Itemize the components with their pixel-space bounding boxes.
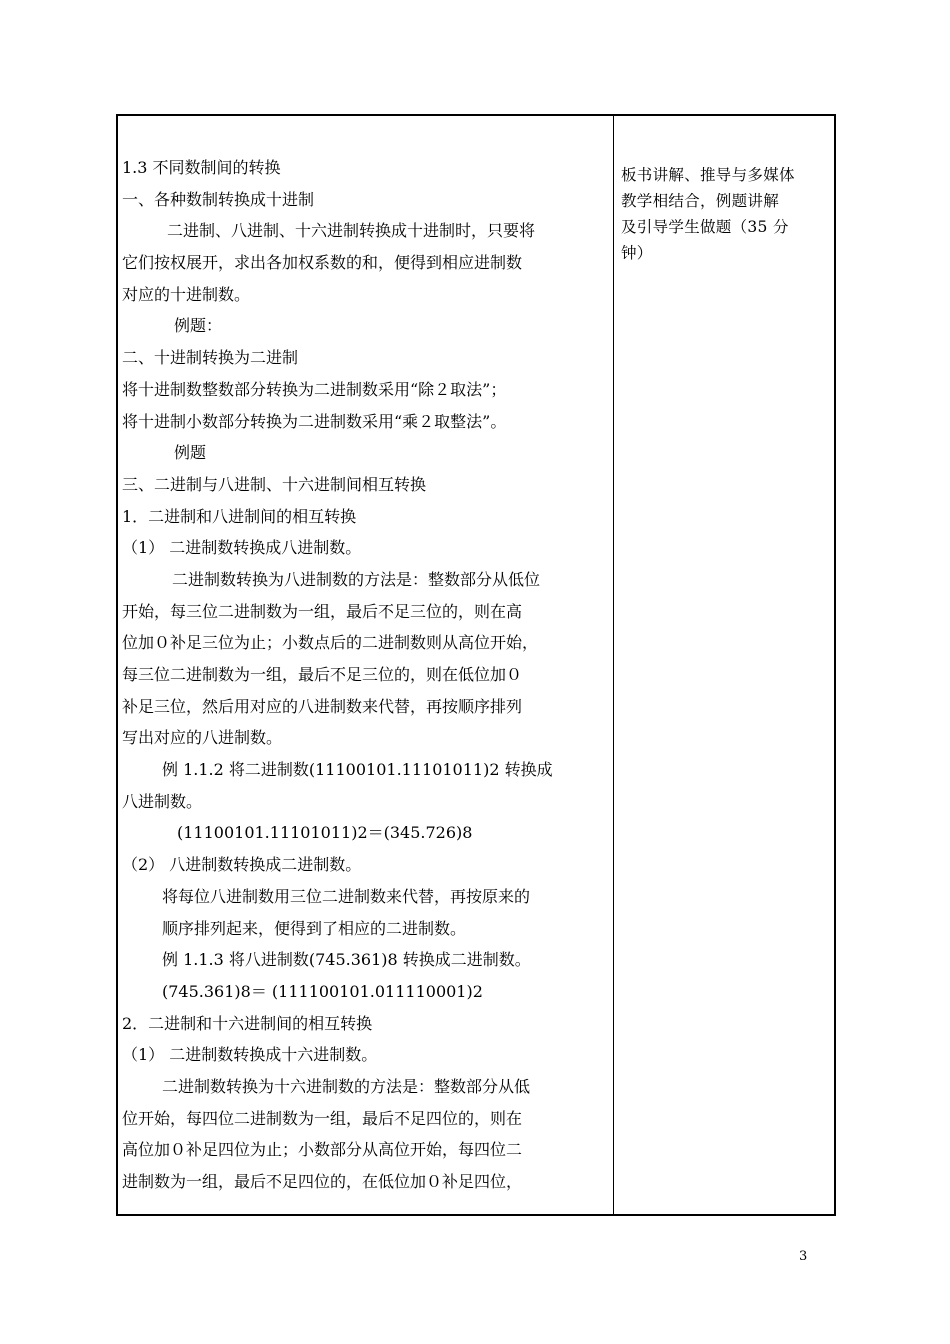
subheading: （1） 二进制数转换成八进制数。 bbox=[122, 538, 362, 558]
paragraph-line: 它们按权展开，求出各加权系数的和，便得到相应进制数 bbox=[122, 253, 523, 273]
paragraph-line: 位开始，每四位二进制数为一组，最后不足四位的，则在 bbox=[122, 1108, 523, 1128]
paragraph-line: 将十进制小数部分转换为二进制数采用“乘２取整法”。 bbox=[122, 411, 507, 431]
formula-line: (745.361)8＝ (111100101.011110001)2 bbox=[162, 981, 483, 1001]
method-line: 教学相结合，例题讲解 bbox=[621, 192, 780, 210]
paragraph-line: 开始，每三位二进制数为一组，最后不足三位的，则在高 bbox=[122, 601, 523, 621]
example-line: 八进制数。 bbox=[122, 791, 203, 811]
heading-2: 二、十进制转换为二进制 bbox=[122, 348, 299, 368]
example-line: 例 1.1.2 将二进制数(11100101.11101011)2 转换成 bbox=[162, 760, 553, 780]
subheading: （2） 八进制数转换成二进制数。 bbox=[122, 855, 362, 875]
heading-1: 一、各种数制转换成十进制 bbox=[122, 189, 315, 209]
paragraph-line: 对应的十进制数。 bbox=[122, 284, 251, 304]
subheading: （1） 二进制数转换成十六进制数。 bbox=[122, 1045, 378, 1065]
column-divider bbox=[613, 114, 614, 1216]
section-title: 1.3 不同数制间的转换 bbox=[122, 158, 281, 177]
paragraph-line: 高位加０补足四位为止；小数部分从高位开始，每四位二 bbox=[122, 1140, 523, 1160]
heading-3: 三、二进制与八进制、十六进制间相互转换 bbox=[122, 474, 427, 494]
content-cell bbox=[122, 152, 610, 1198]
method-line: 及引导学生做题（35 分 bbox=[621, 218, 789, 236]
page-number: 3 bbox=[799, 1249, 808, 1264]
paragraph-line: 进制数为一组，最后不足四位的，在低位加０补足四位， bbox=[122, 1172, 523, 1191]
subheading: 2．二进制和十六进制间的相互转换 bbox=[122, 1013, 373, 1033]
paragraph-line: 顺序排列起来，便得到了相应的二进制数。 bbox=[162, 918, 467, 938]
paragraph-line: 补足三位，然后用对应的八进制数来代替，再按顺序排列 bbox=[122, 696, 523, 716]
example-line: 例 1.1.3 将八进制数(745.361)8 转换成二进制数。 bbox=[162, 950, 531, 970]
paragraph-line: 每三位二进制数为一组，最后不足三位的，则在低位加０ bbox=[122, 665, 523, 684]
method-cell bbox=[621, 162, 829, 266]
paragraph-line: 二进制、八进制、十六进制转换成十进制时，只要将 bbox=[167, 221, 536, 241]
paragraph-line: 二进制数转换为八进制数的方法是：整数部分从低位 bbox=[172, 569, 541, 589]
paragraph-line: 将每位八进制数用三位二进制数来代替，再按原来的 bbox=[162, 886, 531, 906]
paragraph-line: 位加０补足三位为止；小数点后的二进制数则从高位开始， bbox=[122, 633, 539, 653]
formula-line: (11100101.11101011)2＝(345.726)8 bbox=[177, 823, 473, 843]
paragraph-line: 写出对应的八进制数。 bbox=[122, 728, 283, 748]
paragraph-line: 二进制数转换为十六进制数的方法是：整数部分从低 bbox=[162, 1076, 531, 1096]
subheading: 1．二进制和八进制间的相互转换 bbox=[122, 506, 357, 526]
example-label: 例题： bbox=[174, 316, 223, 336]
paragraph-line: 将十进制数整数部分转换为二进制数采用“除２取法”； bbox=[122, 379, 507, 399]
example-label: 例题 bbox=[174, 443, 207, 463]
method-line: 钟） bbox=[621, 244, 653, 262]
method-line: 板书讲解、推导与多媒体 bbox=[621, 166, 795, 184]
